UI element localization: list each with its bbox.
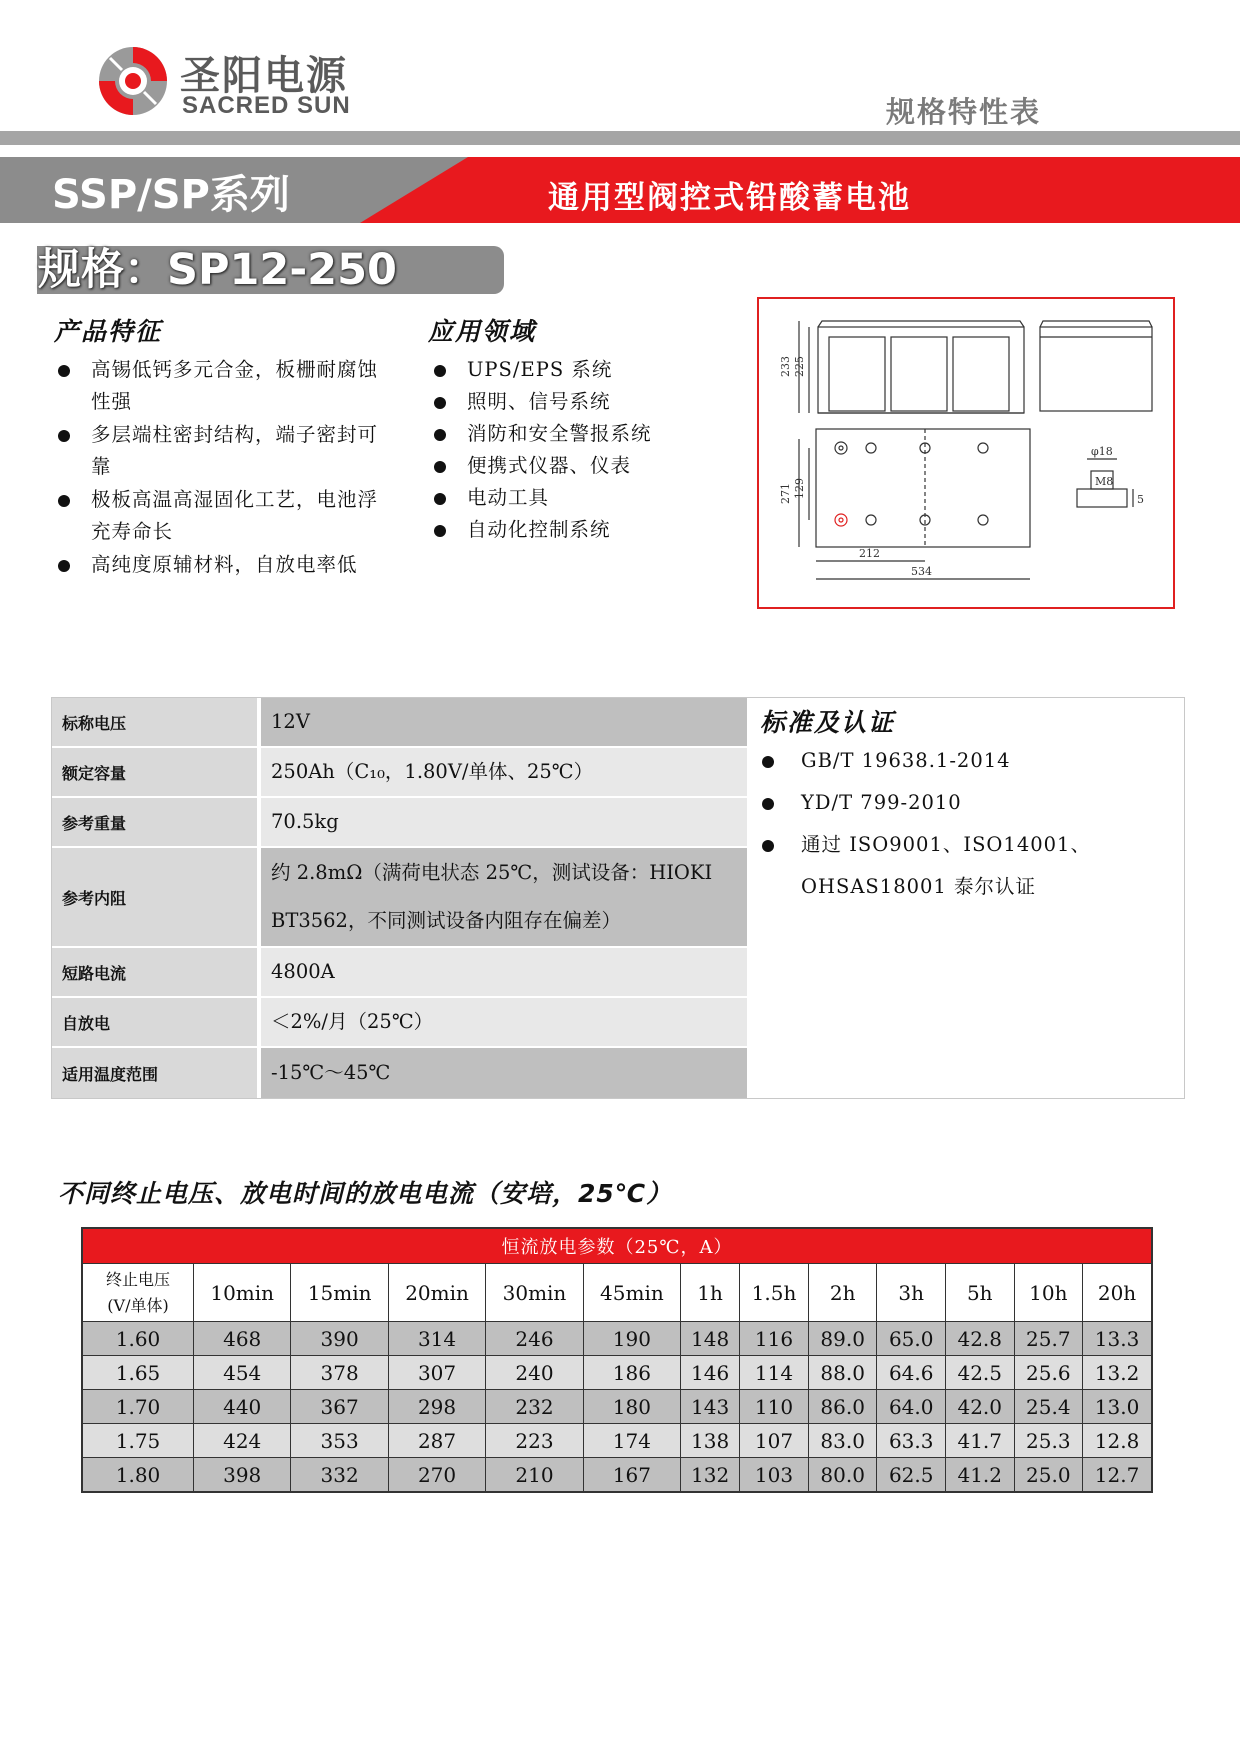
col-header: 10h [1014, 1264, 1083, 1322]
spec-label: 自放电 [52, 998, 259, 1046]
battery-outline-drawing [759, 299, 1173, 607]
application-item: UPS/EPS 系统 [430, 354, 750, 386]
col-header: 5h [945, 1264, 1014, 1322]
spec-label: 短路电流 [52, 948, 259, 996]
spec-label: 额定容量 [52, 748, 259, 796]
company-logo [96, 44, 170, 118]
dim-length-terminal: 212 [859, 547, 880, 560]
terminal-depth: 5 [1137, 493, 1144, 506]
current-cell: 89.0 [808, 1322, 877, 1356]
current-cell: 65.0 [877, 1322, 946, 1356]
current-cell: 270 [388, 1458, 485, 1493]
feature-item: 极板高温高湿固化工艺，电池浮充寿命长 [54, 484, 384, 548]
application-item: 自动化控制系统 [430, 514, 750, 546]
table-row [82, 1322, 1152, 1356]
current-cell: 110 [740, 1390, 809, 1424]
cert-item: YD/T 799-2010 [758, 782, 1183, 824]
current-cell: 103 [740, 1458, 809, 1493]
application-item: 消防和安全警报系统 [430, 418, 750, 450]
cutoff-voltage-cell: 1.60 [82, 1322, 194, 1356]
applications-list [430, 354, 750, 546]
spec-row [52, 998, 747, 1048]
application-item: 电动工具 [430, 482, 750, 514]
col-header: 20min [388, 1264, 485, 1322]
current-cell: 440 [194, 1390, 291, 1424]
current-cell: 138 [681, 1424, 740, 1458]
current-cell: 107 [740, 1424, 809, 1458]
col-header-voltage-line1: 终止电压 [105, 1269, 170, 1289]
applications-title: 应用领域 [428, 317, 537, 346]
spec-label: 参考重量 [52, 798, 259, 846]
current-cell: 167 [583, 1458, 680, 1493]
current-cell: 146 [681, 1356, 740, 1390]
current-cell: 25.0 [1014, 1458, 1083, 1493]
terminal-thread: M8 [1095, 475, 1114, 488]
current-cell: 25.3 [1014, 1424, 1083, 1458]
series-description: 通用型阀控式铅酸蓄电池 [548, 180, 911, 216]
discharge-table [81, 1227, 1153, 1493]
current-cell: 25.6 [1014, 1356, 1083, 1390]
current-cell: 64.0 [877, 1390, 946, 1424]
current-cell: 86.0 [808, 1390, 877, 1424]
spec-row [52, 1048, 747, 1098]
dim-width-total: 271 [779, 483, 792, 504]
current-cell: 424 [194, 1424, 291, 1458]
spec-value: 70.5kg [261, 798, 747, 846]
col-header: 2h [808, 1264, 877, 1322]
feature-item: 高纯度原辅材料，自放电率低 [54, 549, 384, 581]
col-header: 15min [291, 1264, 388, 1322]
col-header: 1h [681, 1264, 740, 1322]
current-cell: 314 [388, 1322, 485, 1356]
application-item: 便携式仪器、仪表 [430, 450, 750, 482]
current-cell: 42.8 [945, 1322, 1014, 1356]
brand-name-en: SACRED SUN [182, 92, 351, 119]
header-divider [0, 131, 1240, 145]
current-cell: 83.0 [808, 1424, 877, 1458]
current-cell: 190 [583, 1322, 680, 1356]
dim-length: 534 [911, 565, 932, 578]
cert-item: GB/T 19638.1-2014 [758, 740, 1183, 782]
spec-row [52, 748, 747, 798]
spec-value: 250Ah（C₁₀，1.80V/单体、25℃） [261, 748, 747, 796]
col-header: 30min [486, 1264, 583, 1322]
discharge-caption: 恒流放电参数（25℃，A） [82, 1228, 1152, 1264]
feature-item: 高锡低钙多元合金，板栅耐腐蚀性强 [54, 354, 384, 418]
spec-label: 适用温度范围 [52, 1048, 259, 1098]
col-header: 20h [1083, 1264, 1152, 1322]
current-cell: 148 [681, 1322, 740, 1356]
discharge-header-row [82, 1264, 1152, 1322]
current-cell: 13.0 [1083, 1390, 1152, 1424]
current-cell: 42.5 [945, 1356, 1014, 1390]
cutoff-voltage-cell: 1.65 [82, 1356, 194, 1390]
certs-title: 标准及认证 [760, 708, 896, 737]
current-cell: 41.7 [945, 1424, 1014, 1458]
current-cell: 367 [291, 1390, 388, 1424]
current-cell: 116 [740, 1322, 809, 1356]
col-header: 10min [194, 1264, 291, 1322]
discharge-title: 不同终止电压、放电时间的放电电流（安培，25℃） [58, 1179, 673, 1208]
current-cell: 41.2 [945, 1458, 1014, 1493]
current-cell: 12.8 [1083, 1424, 1152, 1458]
dim-height-body: 225 [793, 356, 806, 377]
dim-height-total: 233 [779, 356, 792, 377]
current-cell: 210 [486, 1458, 583, 1493]
spec-value: 约 2.8mΩ（满荷电状态 25℃，测试设备：HIOKI BT3562，不同测试设备内阻存在偏差） [261, 848, 747, 946]
current-cell: 12.7 [1083, 1458, 1152, 1493]
current-cell: 246 [486, 1322, 583, 1356]
current-cell: 454 [194, 1356, 291, 1390]
cutoff-voltage-cell: 1.80 [82, 1458, 194, 1493]
spec-row [52, 848, 747, 948]
current-cell: 80.0 [808, 1458, 877, 1493]
col-header-voltage [82, 1264, 194, 1322]
table-row [82, 1356, 1152, 1390]
spec-label: 参考内阻 [52, 848, 259, 946]
current-cell: 223 [486, 1424, 583, 1458]
col-header-voltage-line2: (V/单体) [107, 1295, 169, 1315]
spec-label: 标称电压 [52, 698, 259, 746]
current-cell: 114 [740, 1356, 809, 1390]
current-cell: 186 [583, 1356, 680, 1390]
current-cell: 62.5 [877, 1458, 946, 1493]
current-cell: 390 [291, 1322, 388, 1356]
spec-value: -15℃～45℃ [261, 1048, 747, 1098]
col-header: 1.5h [740, 1264, 809, 1322]
col-header: 3h [877, 1264, 946, 1322]
model-number: 规格：SP12-250 [38, 245, 397, 295]
cutoff-voltage-cell: 1.75 [82, 1424, 194, 1458]
current-cell: 64.6 [877, 1356, 946, 1390]
spec-value: 4800A [261, 948, 747, 996]
cert-item: 通过 ISO9001、ISO14001、OHSAS18001 泰尔认证 [758, 824, 1183, 908]
current-cell: 25.4 [1014, 1390, 1083, 1424]
current-cell: 88.0 [808, 1356, 877, 1390]
features-title: 产品特征 [54, 317, 163, 346]
current-cell: 143 [681, 1390, 740, 1424]
table-row [82, 1458, 1152, 1493]
current-cell: 468 [194, 1322, 291, 1356]
current-cell: 287 [388, 1424, 485, 1458]
current-cell: 298 [388, 1390, 485, 1424]
brand-name-cn: 圣阳电源 [180, 53, 348, 99]
current-cell: 25.7 [1014, 1322, 1083, 1356]
features-list [54, 354, 384, 582]
cutoff-voltage-cell: 1.70 [82, 1390, 194, 1424]
current-cell: 378 [291, 1356, 388, 1390]
spec-row [52, 798, 747, 848]
current-cell: 180 [583, 1390, 680, 1424]
dim-width-terminal: 129 [793, 478, 806, 499]
spec-value: ＜2%/月（25℃） [261, 998, 747, 1046]
dimension-drawing [757, 297, 1175, 609]
current-cell: 332 [291, 1458, 388, 1493]
spec-row [52, 948, 747, 998]
current-cell: 13.3 [1083, 1322, 1152, 1356]
certs-list [758, 740, 1183, 908]
current-cell: 13.2 [1083, 1356, 1152, 1390]
current-cell: 63.3 [877, 1424, 946, 1458]
current-cell: 240 [486, 1356, 583, 1390]
current-cell: 132 [681, 1458, 740, 1493]
feature-item: 多层端柱密封结构，端子密封可靠 [54, 419, 384, 483]
series-name: SSP/SP系列 [52, 172, 290, 218]
current-cell: 398 [194, 1458, 291, 1493]
spec-row [52, 698, 747, 748]
spec-value: 12V [261, 698, 747, 746]
terminal-diameter: φ18 [1091, 445, 1113, 458]
col-header: 45min [583, 1264, 680, 1322]
table-row [82, 1390, 1152, 1424]
current-cell: 307 [388, 1356, 485, 1390]
current-cell: 174 [583, 1424, 680, 1458]
current-cell: 232 [486, 1390, 583, 1424]
application-item: 照明、信号系统 [430, 386, 750, 418]
table-row [82, 1424, 1152, 1458]
current-cell: 353 [291, 1424, 388, 1458]
current-cell: 42.0 [945, 1390, 1014, 1424]
document-type: 规格特性表 [886, 95, 1042, 129]
